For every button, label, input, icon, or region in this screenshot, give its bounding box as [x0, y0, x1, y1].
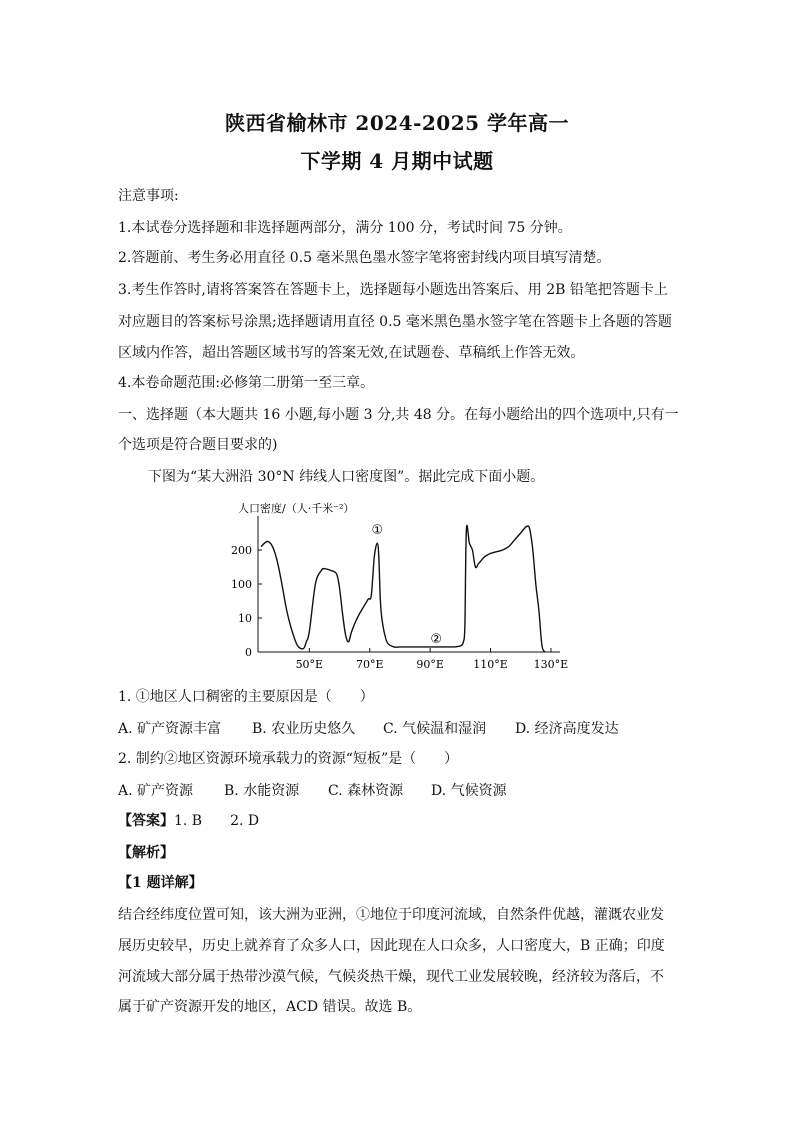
y-axis-label: 人口密度/（人·千米⁻²） — [238, 502, 355, 515]
notice-item-3b: 对应题目的答案标号涂黑;选择题请用直径 0.5 毫米黑色墨水签字笔在答题卡上各题的答题 — [118, 314, 672, 330]
analysis-line-1: 结合经纬度位置可知，该大洲为亚洲，①地位于印度河流域，自然条件优越，灌溉农业发 — [118, 907, 664, 923]
q2-option-d[interactable]: D. 气候资源 — [431, 783, 507, 799]
q2-option-a[interactable]: A. 矿产资源 — [118, 783, 194, 799]
q1-option-d[interactable]: D. 经济高度发达 — [515, 721, 619, 737]
q2-option-c[interactable]: C. 森林资源 — [328, 783, 404, 799]
x-tick-label: 70°E — [355, 658, 384, 671]
analysis-line-4: 属于矿产资源开发的地区，ACD 错误。故选 B。 — [118, 999, 422, 1015]
chart-annotations — [371, 523, 442, 647]
x-tick-label: 130°E — [533, 658, 569, 671]
answer-line — [118, 812, 259, 830]
notice-item-3a: 3.考生作答时,请将答案答在答题卡上，选择题每小题选出答案后、用 2B 铅笔把答题卡上 — [118, 282, 668, 298]
section-heading-b: 个选项是符合题目要求的) — [118, 437, 278, 453]
q1-option-a[interactable]: A. 矿产资源丰富 — [118, 721, 222, 737]
answer-text: 1. B 2. D — [174, 813, 260, 829]
notice-item-4: 4.本卷命题范围:必修第二册第一至三章。 — [118, 375, 375, 391]
question-2-stem: 2. 制约②地区资源环境承载力的资源“短板”是（ ） — [118, 751, 459, 767]
annotation-1: ① — [371, 523, 384, 538]
question-1-options — [118, 718, 619, 738]
figure-intro: 下图为“某大洲沿 30°N 纬线人口密度图”。据此完成下面小题。 — [148, 469, 545, 485]
analysis-label: 【解析】 — [118, 845, 174, 861]
y-tick-label: 200 — [231, 544, 252, 557]
document-subtitle: 下学期 4 月期中试题 — [300, 149, 494, 173]
question-1-stem: 1. ①地区人口稠密的主要原因是（ ） — [118, 689, 374, 705]
x-tick-label: 50°E — [295, 658, 324, 671]
notice-item-2: 2.答题前、考生务必用直径 0.5 毫米黑色墨水签字笔将密封线内项目填写清楚。 — [118, 250, 611, 266]
q2-option-b[interactable]: B. 水能资源 — [224, 783, 300, 799]
document-title: 陕西省榆林市 2024-2025 学年高一 — [224, 111, 570, 135]
x-tick-label: 110°E — [473, 658, 508, 671]
analysis-line-2: 展历史较早，历史上就养育了众多人口，因此现在人口众多，人口密度大，B 正确；印度 — [118, 938, 665, 954]
q1-option-c[interactable]: C. 气候温和湿润 — [383, 721, 487, 737]
answer-label: 【答案】 — [118, 813, 174, 829]
x-tick-label: 90°E — [416, 658, 444, 671]
section-heading-a: 一、选择题（本大题共 16 小题,每小题 3 分,共 48 分。在每小题给出的四个选项中,只有一 — [118, 407, 679, 423]
y-tick-label: 0 — [245, 646, 252, 659]
notice-item-3c: 区域内作答，超出答题区域书写的答案无效,在试题卷、草稿纸上作答无效。 — [118, 345, 585, 361]
question-2-options — [118, 780, 507, 800]
y-tick-label: 100 — [231, 578, 252, 591]
analysis-line-3: 河流域大部分属于热带沙漠气候，气候炎热干燥，现代工业发展较晚，经济较为落后，不 — [118, 969, 664, 985]
chart-axes — [258, 516, 560, 652]
q1-option-b[interactable]: B. 农业历史悠久 — [252, 721, 356, 737]
notice-heading: 注意事项: — [118, 188, 179, 204]
density-line — [261, 525, 545, 652]
annotation-2: ② — [430, 631, 443, 647]
analysis-sub-label: 【1 题详解】 — [118, 875, 203, 891]
y-tick-label: 10 — [238, 612, 252, 625]
population-density-chart — [230, 496, 570, 676]
notice-item-1: 1.本试卷分选择题和非选择题两部分，满分 100 分，考试时间 75 分钟。 — [118, 220, 572, 236]
